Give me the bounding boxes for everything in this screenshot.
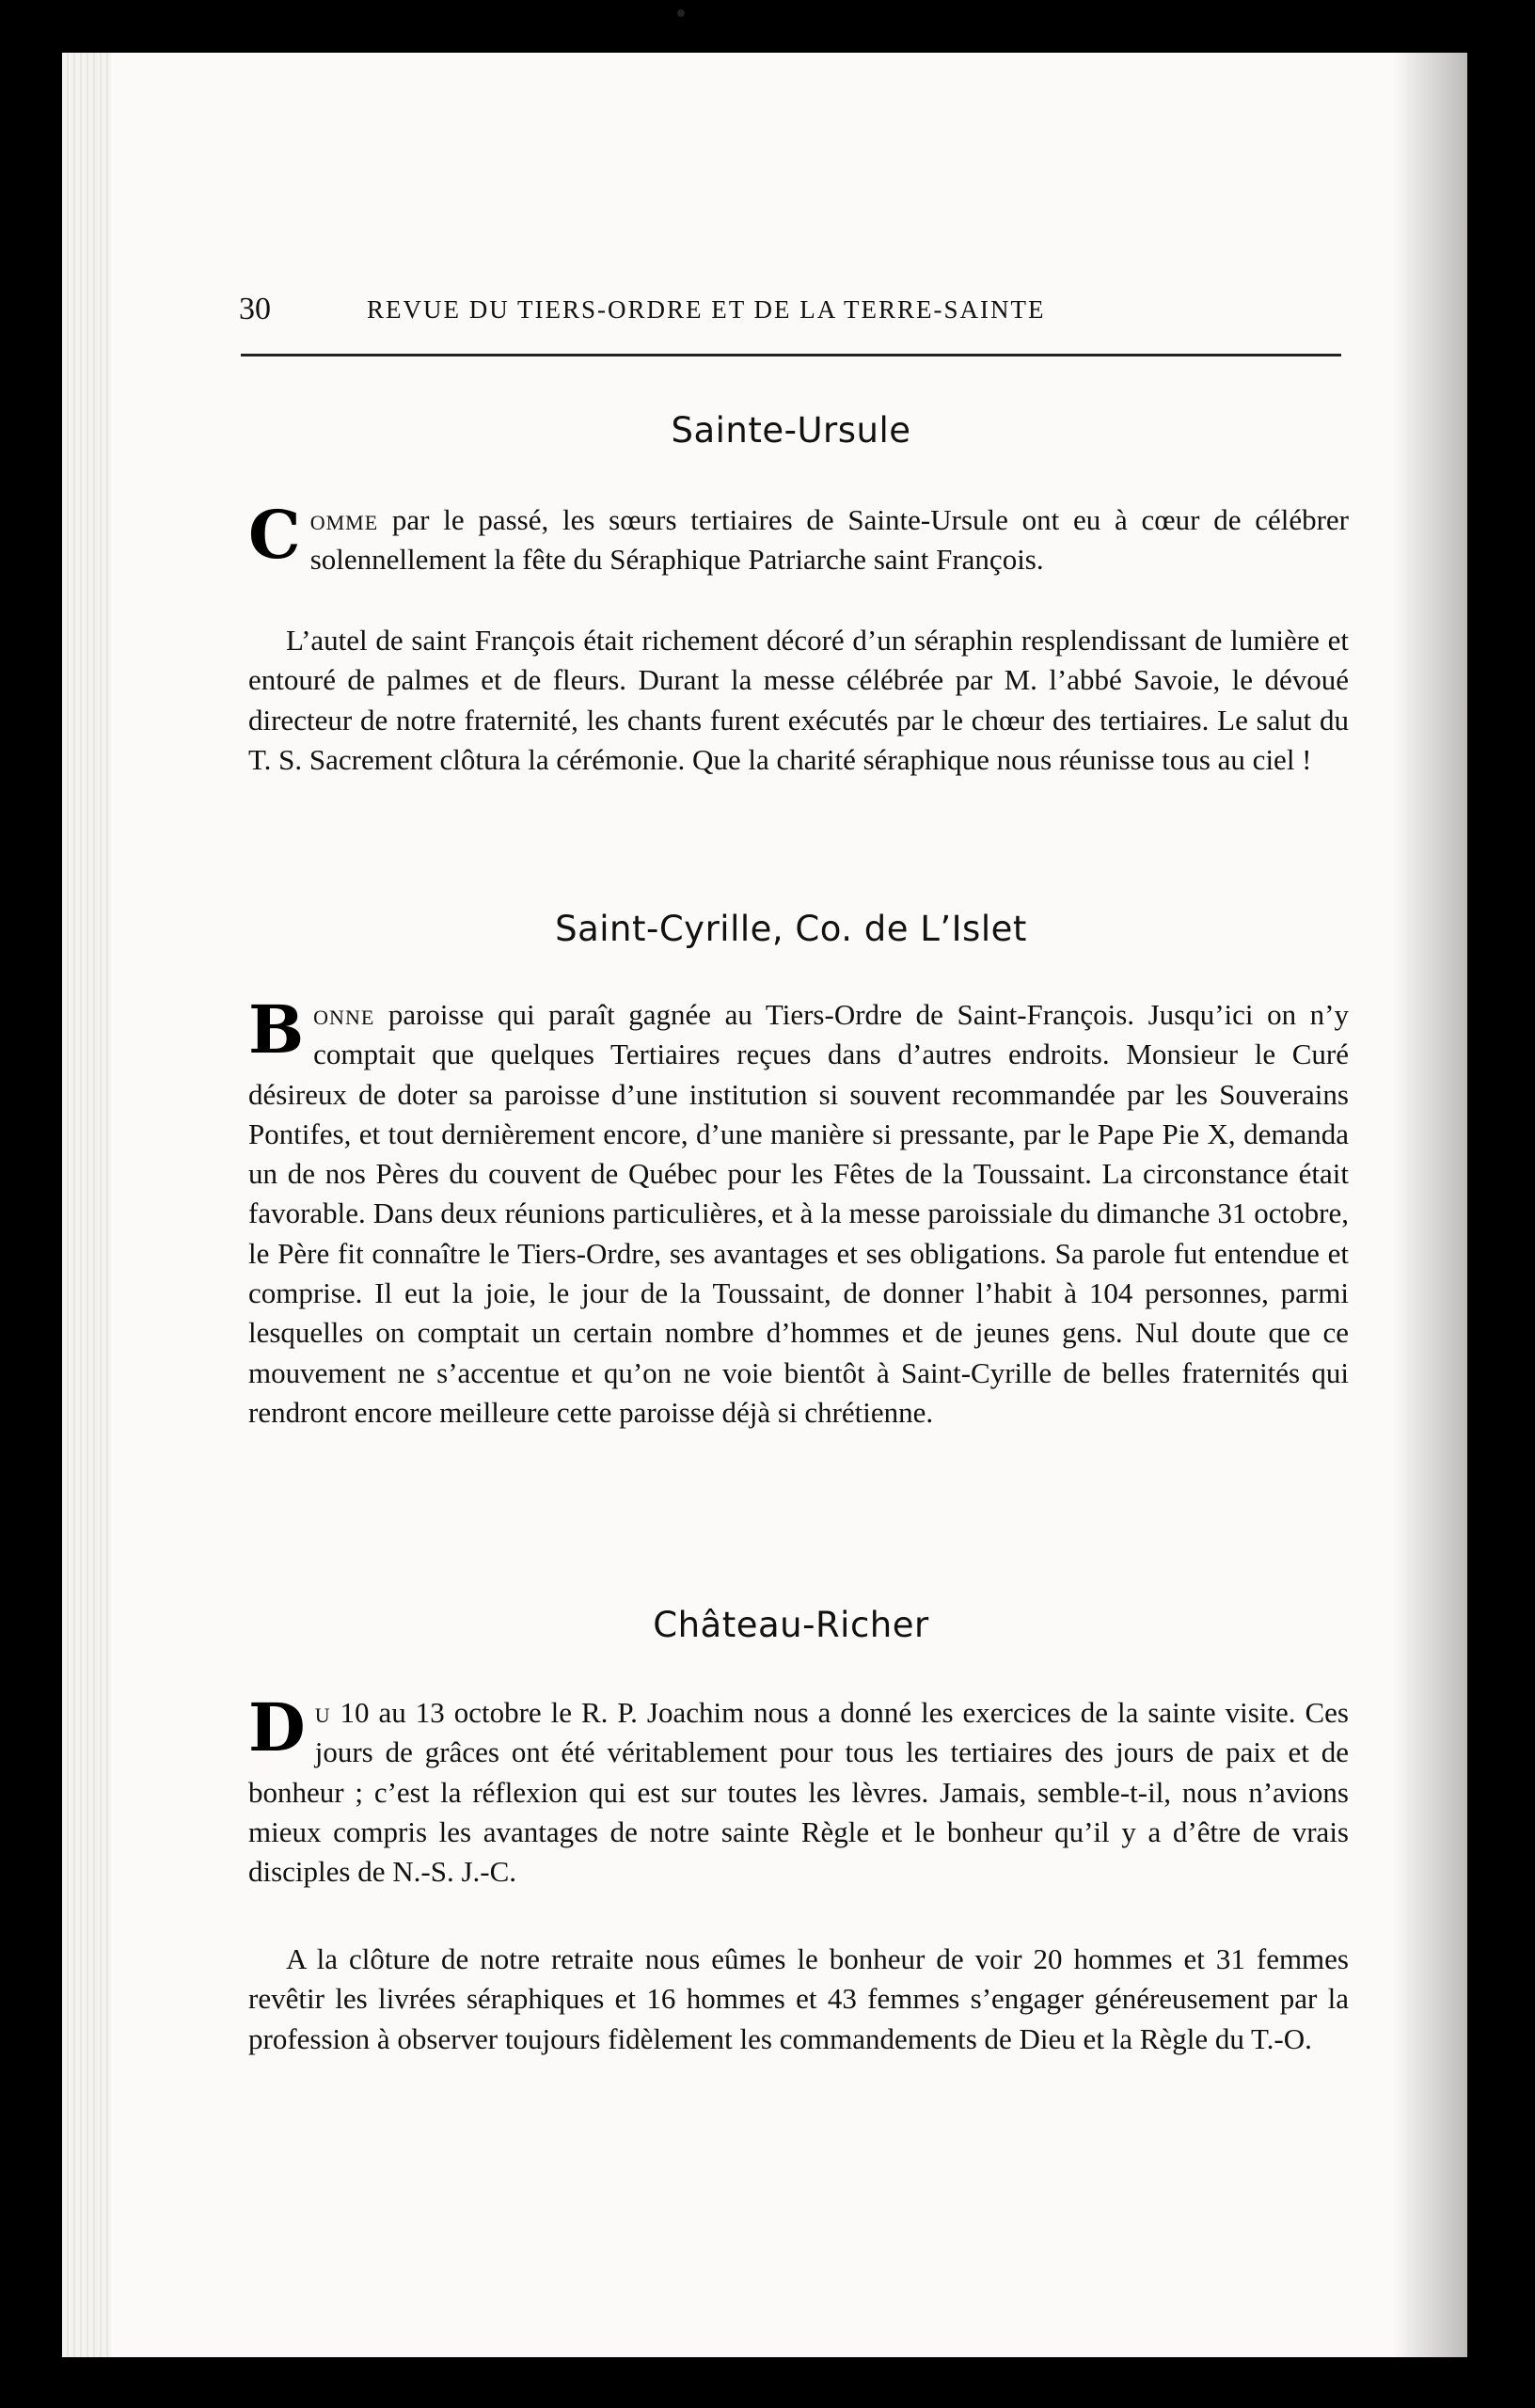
running-head-title: REVUE DU TIERS-ORDRE ET DE LA TERRE-SAINTE [367,295,1046,324]
paragraph-text: A la clôture de notre retraite nous eûmes le bonheur de voir 20 hommes et 31 femmes revêtir les livrées séraphiques et 16 hommes et 43 femmes s’engager généreusement par la profession à observer toujours fidèlement les commandements de Dieu et la Règle du T.-O. [248,1942,1349,2055]
section-title-chateau-richer: Château-Richer [653,1605,929,1645]
paragraph-chateau-richer-1 [248,1688,1349,1892]
page-number: 30 [239,292,271,326]
dropcap: B [248,990,305,1069]
dropcap: C [248,496,301,574]
ink-speck [677,9,685,17]
first-word: omme [309,503,379,536]
page-edges [62,53,111,2357]
paragraph-text: paroisse qui paraît gagnée au Tiers-Ordre de Saint-François. Jusqu’ici on n’y comptait que quelques Tertiaires reçues dans d’autres endroits. Monsieur le Curé désireux de doter sa paroisse d’une institution si souvent recommandée par les Souverains Pontifes, et tout dernièrement encore, d’une manière si pressante, par le Pape Pie X, demanda un de nos Pères du couvent de Québec pour les Fêtes de la Toussaint. La circonstance était favorable. Dans deux réunions particulières, et à la messe paroissiale du dimanche 31 octobre, le Père fit connaître le Tiers-Ordre, ses avantages et ses obligations. Sa parole fut entendue et comprise. Il eut la joie, le jour de la Toussaint, de donner l’habit à 104 personnes, parmi lesquelles on comptait un certain nombre d’hommes et de jeunes gens. Nul doute que ce mouvement ne s’accentue et qu’on ne voie bientôt à Saint-Cyrille de belles fraternités qui rendront encore meilleure cette paroisse déjà si chrétienne. [248,998,1349,1429]
header-rule [241,354,1341,356]
dropcap: D [248,1688,306,1766]
paragraph-text: par le passé, les sœurs tertiaires de Sainte-Ursule ont eu à cœur de célébrer solennellement la fête du Séraphique Patriarche saint François. [309,503,1349,577]
paragraph-chateau-richer-2 [248,1940,1349,2059]
binding-shadow [1392,53,1467,2357]
first-word: onne [313,998,375,1031]
section-title-saint-cyrille: Saint-Cyrille, Co. de L’Islet [555,909,1027,949]
paragraph-sainte-ursule-1 [248,496,1349,580]
paragraph-text: 10 au 13 octobre le R. P. Joachim nous a donné les exercices de la sainte visite. Ces jours de grâces ont été véritablement pour tous les tertiaires des jours de paix et de bonheur ; c’est la réflexion qui est sur toutes les lèvres. Jamais, semble-t-il, nous n’avions mieux compris les avantages de notre sainte Règle et le bonheur qu’il y a d’être de vrais disciples de N.-S. J.-C. [248,1696,1349,1889]
paragraph-text: L’autel de saint François était richement décoré d’un séraphin resplendissant de lumière et entouré de palmes et de fleurs. Durant la messe célébrée par M. l’abbé Savoie, le dévoué directeur de notre fraternité, les chants furent exécutés par le chœur des tertiaires. Le salut du T. S. Sacrement clôtura la cérémonie. Que la charité séraphique nous réunisse tous au ciel ! [248,624,1349,776]
first-word: u [314,1696,331,1729]
section-title-sainte-ursule: Sainte-Ursule [671,410,911,451]
paragraph-saint-cyrille-1 [248,990,1349,1433]
running-head [239,292,1339,329]
paragraph-sainte-ursule-2 [248,621,1349,780]
